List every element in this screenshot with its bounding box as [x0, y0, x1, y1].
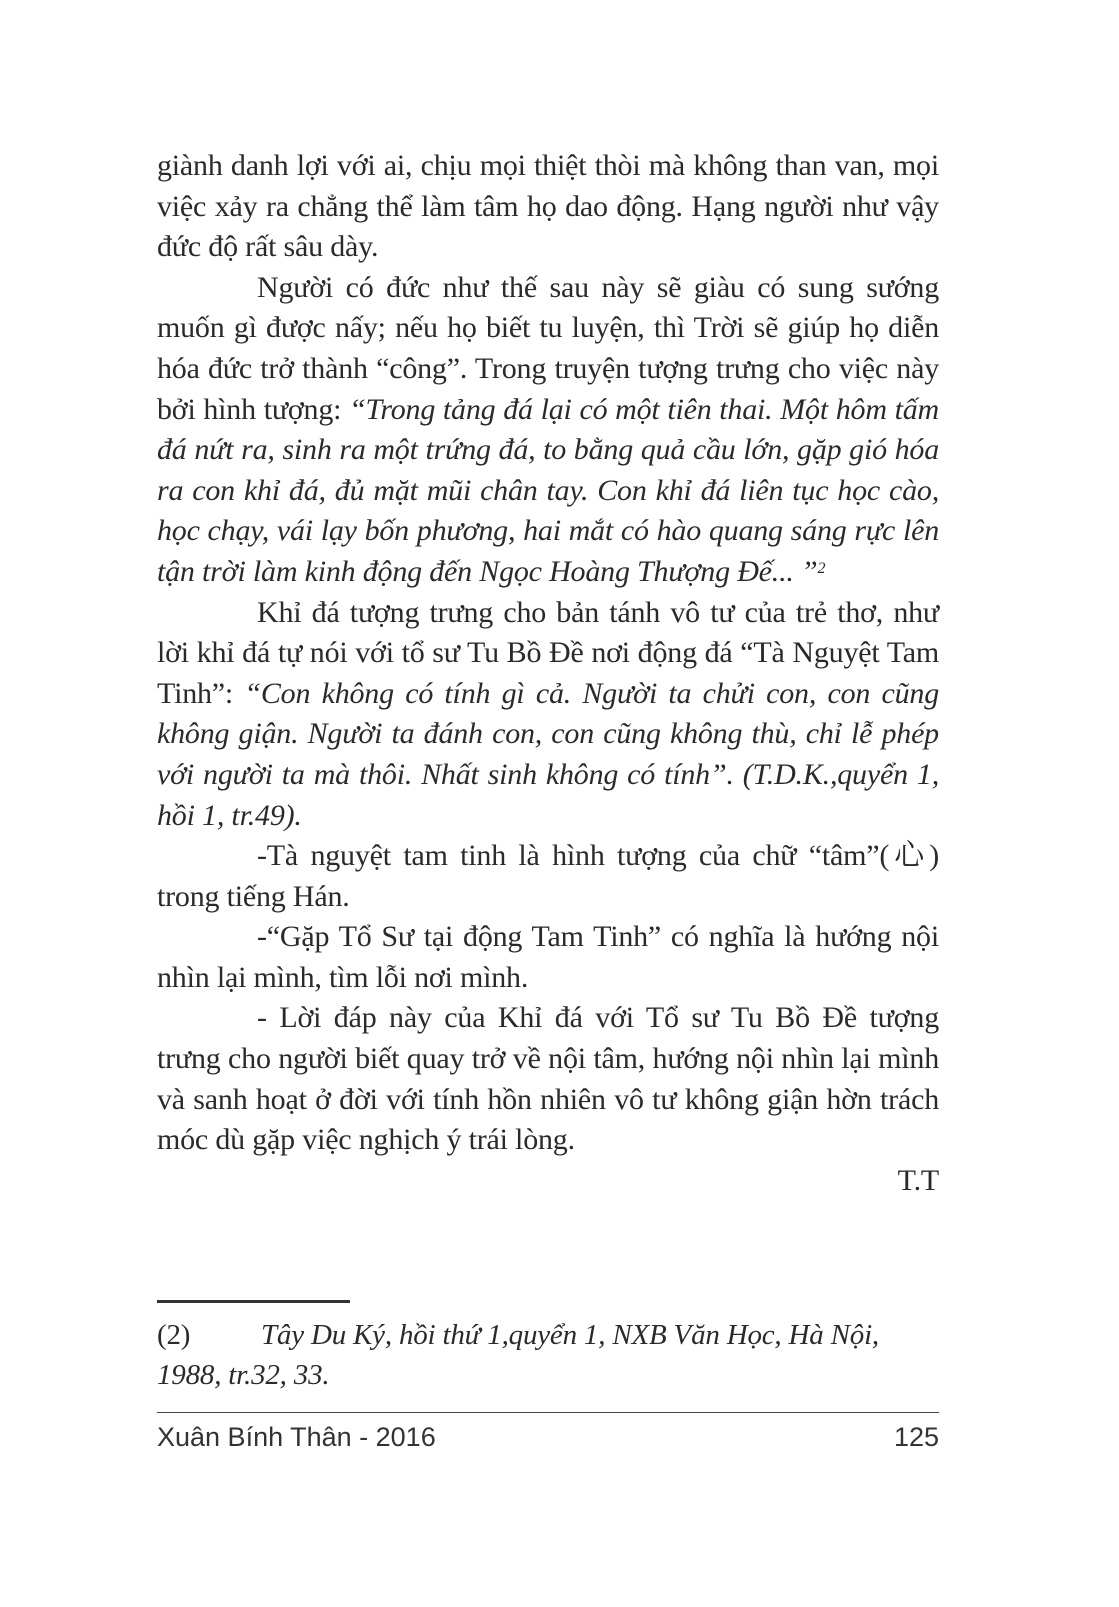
paragraph-2-quote: “Trong tảng đá lại có một tiên thai. Một hôm tấm đá nứt ra, sinh ra một trứng đá, to bằng quả cầu lớn, gặp gió hóa ra con khỉ đá, đủ mặt mũi chân tay. Con khỉ đá liên tục học cào, học chạy, vái lạy bốn phương, hai mắt có hào quang sáng rực lên tận trời làm kinh động đến Ngọc Hoàng Thượng Đế... ”: [157, 392, 939, 588]
footer-divider: [157, 1412, 939, 1413]
body-text: [157, 146, 939, 1201]
paragraph-3-quote: “Con không có tính gì cả. Người ta chửi con, con cũng không giận. Người ta đánh con, con cũng không thù, chỉ lễ phép với người ta mà thôi. Nhất sinh không có tính”. (T.D.K.,quyển 1, hồi 1, tr.49).: [157, 676, 940, 832]
running-footer: [157, 1422, 939, 1453]
paragraph-2-lead: Người có đức như thế sau này sẽ giàu có sung sướng muốn gì được nấy; nếu họ biết tu luyện, thì Trời sẽ giúp họ diễn hóa đức trở thành “công”. Trong truyện tượng trưng cho việc này bởi hình tượng:: [157, 270, 939, 426]
footnote: [157, 1315, 939, 1395]
footnote-divider: [157, 1300, 350, 1303]
paragraph-5: -“Gặp Tổ Sư tại động Tam Tinh” có nghĩa là hướng nội nhìn lại mình, tìm lỗi nơi mình.: [157, 920, 939, 994]
paragraph-3: [157, 593, 939, 837]
paragraph-3-lead: Khỉ đá tượng trưng cho bản tánh vô tư của trẻ thơ, như lời khỉ đá tự nói với tổ sư Tu Bồ Đề nơi động đá “Tà Nguyệt Tam Tinh”:: [157, 595, 939, 710]
page-number: 125: [893, 1422, 939, 1452]
signature: T.T: [897, 1163, 939, 1197]
footnote-ref: 2: [817, 559, 826, 577]
footnote-text: Tây Du Ký, hồi thứ 1,quyển 1, NXB Văn Học, Hà Nội, 1988, tr.32, 33.: [157, 1319, 879, 1391]
footnote-number: (2): [157, 1319, 191, 1351]
paragraph-6: - Lời đáp này của Khỉ đá với Tổ sư Tu Bồ Đề tượng trưng cho người biết quay trở về nội tâm, hướng nội nhìn lại mình và sanh hoạt ở đời với tính hồn nhiên vô tư không giận hờn trách móc dù gặp việc nghịch ý trái lòng.: [157, 1001, 939, 1157]
paragraph-1: giành danh lợi với ai, chịu mọi thiệt thòi mà không than van, mọi việc xảy ra chẳng thể làm tâm họ dao động. Hạng người như vậy đức độ rất sâu dày.: [157, 149, 939, 264]
footer-title: Xuân Bính Thân - 2016: [157, 1422, 436, 1452]
paragraph-4: -Tà nguyệt tam tinh là hình tượng của chữ “tâm”(心) trong tiếng Hán.: [157, 839, 939, 913]
paragraph-2: [157, 268, 939, 593]
